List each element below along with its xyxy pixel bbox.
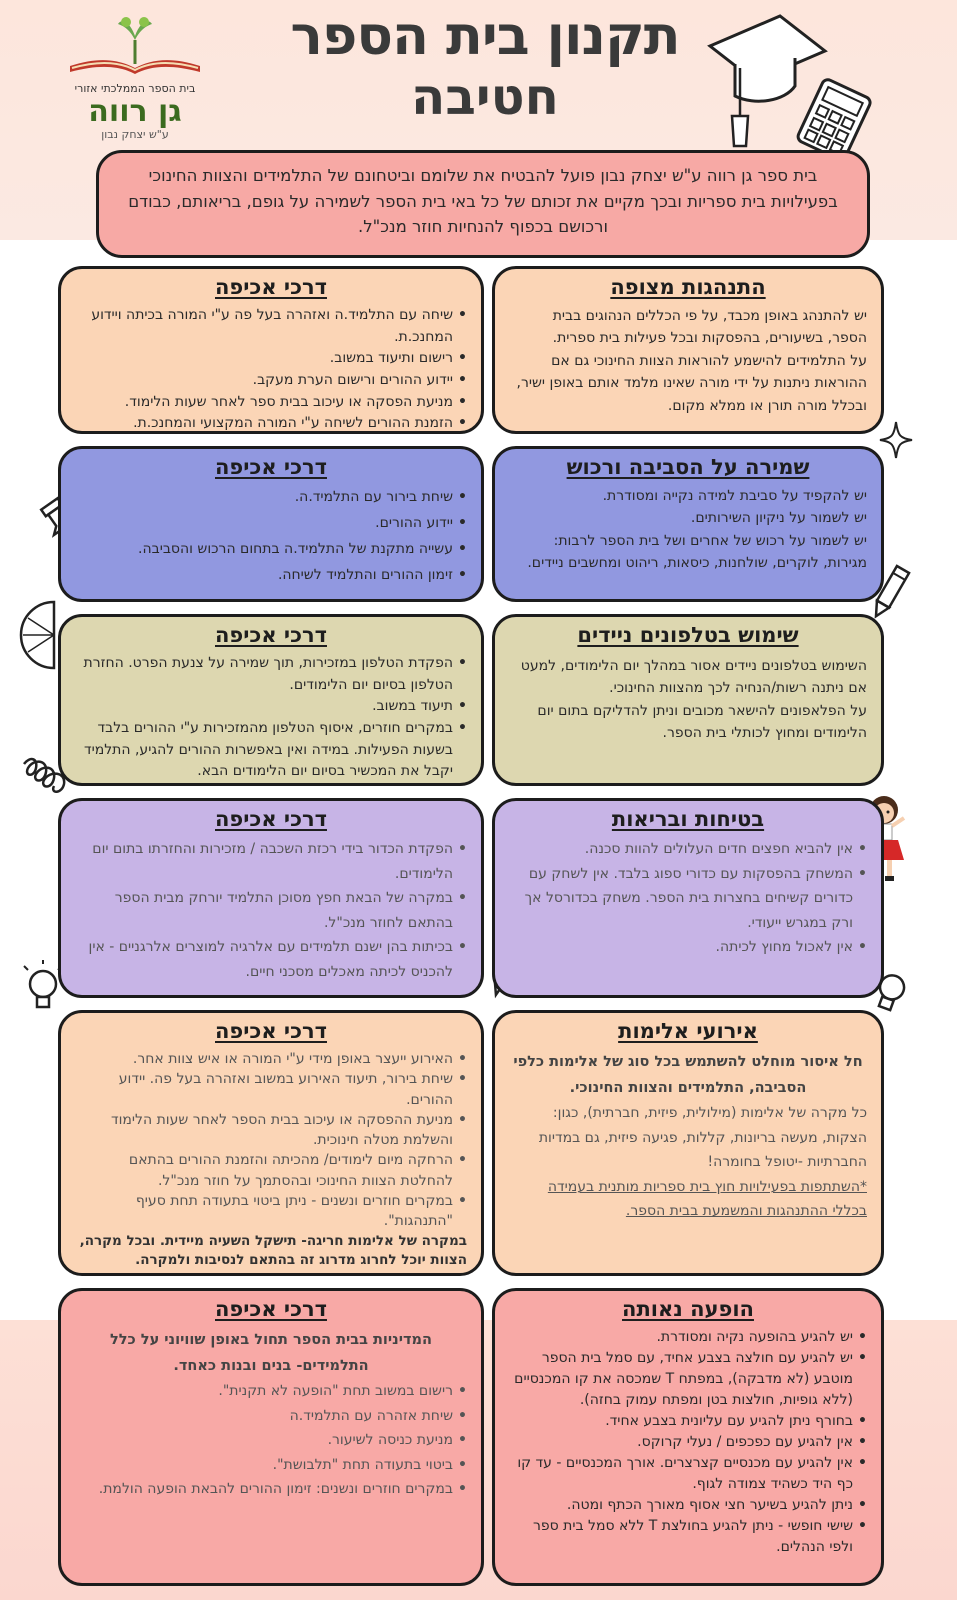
- section-title: בטיחות ובריאות: [611, 807, 765, 831]
- list-item: • רישום במשוב תחת "הופעה לא תקנית".: [75, 1379, 467, 1404]
- section-text: יש לשמור על ניקיון השירותים.: [690, 510, 867, 527]
- list-item: • בחורף ניתן להגיע עם עליונית בצבע אחיד.: [509, 1411, 867, 1432]
- section-text: יש לשמור על רכוש של אחרים ושל בית הספר לרבות: מגירות, לוקרים, שולחנות, כיסאות, ריהוט ומחשבים ניידים.: [527, 532, 867, 572]
- section-note: *השתתפות בפעילויות חוץ בית ספריות מותנית בעמידה בכללי ההתנהגות והמשמעת בבית הספר.: [547, 1178, 867, 1220]
- section-title: דרכי אכיפה: [215, 1019, 327, 1043]
- list-item: • הפקדת הטלפון במזכירות, תוך שמירה על צנעת הפרט. החזרת הטלפון בסיום יום הלימודים.: [75, 653, 467, 696]
- list-item: • במקרים חוזרים ונשנים: זימון ההורים להבאת הופעה הולמת.: [75, 1477, 467, 1502]
- list-item: • זימון ההורים והתלמיד לשיחה.: [75, 563, 467, 589]
- section-title: דרכי אכיפה: [215, 807, 327, 831]
- list-item: • תיעוד במשוב.: [75, 696, 467, 718]
- list-item: • במקרים חוזרים ונשנים - ניתן ביטוי בתעודה תחת סעיף "התנהגות".: [75, 1191, 467, 1232]
- section-violence-enforcement: [58, 1010, 484, 1276]
- list-item: • אין להגיע עם כפכפים / נעלי קרוקס.: [509, 1432, 867, 1453]
- list-item: • במקרים חוזרים, איסוף הטלפון מהמזכירות ע"י ההורים בלבד בשעות הפעילות. במידה ואין באפשרות ההורים להגיע, התלמיד יקבל את המכשיר בסיום יום הלימודים הבא.: [75, 718, 467, 783]
- list-item: • במקרה של הבאת חפץ מסוכן התלמיד יורחק מבית הספר בהתאם לחוזר מנכ"ל.: [75, 886, 467, 935]
- title-line-2: חטיבה: [411, 67, 559, 126]
- list-item: • מניעת הפסקה או עיכוב בבית ספר לאחר שעות הלימוד.: [75, 392, 467, 414]
- list-item: • המשחק בהפסקות עם כדורי ספוג בלבד. אין לשחק עם כדורים קשיחים בחצרות בית הספר. משחק בכדורסל אך ורק במגרש ייעודי.: [509, 862, 867, 936]
- page-title: [250, 4, 720, 126]
- list-item: • אין להביא חפצים חדים העלולים להוות סכנה.: [509, 837, 867, 862]
- list-item: • האירוע ייעצר באופן מידי ע"י המורה או איש צוות אחר.: [75, 1049, 467, 1069]
- section-title: דרכי אכיפה: [215, 623, 327, 647]
- logo-school-type: בית הספר הממלכתי אזורי: [74, 82, 196, 95]
- list-item: • מניעת כניסה לשיעור.: [75, 1428, 467, 1453]
- list-item: • מניעת ההפסקה או עיכוב בבית הספר לאחר שעות הלימוד והשלמת מטלה חינוכית.: [75, 1110, 467, 1151]
- section-title: הופעה נאותה: [622, 1297, 754, 1321]
- list-item: • אין לאכול מחוץ לכיתה.: [509, 935, 867, 960]
- list-item: • הפקדת הכדור בידי רכזת השכבה / מזכירות והחזרתו בתום יום הלימודים.: [75, 837, 467, 886]
- intro-statement: בית ספר גן רווה ע"ש יצחק נבון פועל להבטיח את שלומם וביטחונם של התלמידים והצוות החינוכי בפעילויות בית ספריות ובכך מקיים את זכותם של כל באי בית הספר לשמירה על גופם, בריאותם, כבודם ורכושם בכפוף להנחיות חוזר מנכ"ל.: [96, 150, 870, 258]
- section-text: על הפלאפונים להישאר מכובים וניתן להדליקם בתום יום הלימודים ומחוץ לכותלי בית הספר.: [537, 702, 867, 742]
- list-item: • שיחת בירור, תיעוד האירוע במשוב ואזהרה בעל פה. יידוע ההורים.: [75, 1069, 467, 1110]
- section-title: דרכי אכיפה: [215, 1297, 327, 1321]
- section-title: אירועי אלימות: [618, 1019, 758, 1043]
- list-item: • יש להגיע בהופעה נקיה ומסודרת.: [509, 1327, 867, 1348]
- logo-school-name: גן רווה: [88, 94, 182, 129]
- sparkle-icon: [878, 420, 914, 460]
- section-text: יש להקפיד על סביבת למידה נקייה ומסודרת.: [602, 488, 867, 504]
- list-item: • שיחת בירור עם התלמיד.ה.: [75, 485, 467, 511]
- list-item: • יש להגיע עם חולצה בצבע אחיד, עם סמל בית הספר מוטבע (לא מדבקה), במפתח T שמכסה את קו המכנסיים (ללא גופיות, חולצות בטן ומפתח עמוק בחזה).: [509, 1348, 867, 1411]
- list-item: • שיחת אזהרה עם התלמיד.ה: [75, 1404, 467, 1429]
- open-book-logo-icon: [60, 14, 210, 80]
- section-environment-property: [492, 446, 884, 602]
- list-item: • הרחקה מיום לימודים/ מהכיתה והזמנת ההורים בהתאם להחלטת הצוות החינוכי ובהסתמך על חוזר מנכ"ל.: [75, 1150, 467, 1191]
- title-line-1: תקנון בית הספר: [290, 4, 680, 67]
- section-mobile-phones: [492, 614, 884, 786]
- section-title: דרכי אכיפה: [215, 275, 327, 299]
- section-appropriate-appearance: [492, 1288, 884, 1586]
- section-text: כל מקרה של אלימות (מילולית, פיזית, חברתית), כגון: הצקות, מעשה בריונות, קללות, פגיעה פיזית, גם במדיות החברתיות -יטופל בחומרה!: [538, 1105, 867, 1171]
- section-behavior-enforcement: [58, 266, 484, 434]
- list-item: • יידוע ההורים ורישום הערת מעקב.: [75, 370, 467, 392]
- section-safety-enforcement: [58, 798, 484, 998]
- section-note: במקרה של אלימות חריגה- תישקל השעיה מיידית. ובכל מקרה, הצוות יוכל לחרוג מדרוג זה בהתאם לנסיבות ולמקרה.: [79, 1232, 467, 1269]
- section-title: שימוש בטלפונים ניידים: [577, 623, 799, 647]
- list-item: • רישום ותיעוד במשוב.: [75, 348, 467, 370]
- section-strong-statement: חל איסור מוחלט להשתמש בכל סוג של אלימות כלפי הסביבה, התלמידים והצוות החינוכי.: [513, 1054, 863, 1097]
- section-title: שמירה על הסביבה ורכוש: [566, 455, 810, 479]
- section-text: יש להתנהג באופן מכבד, על פי הכללים הנהוגים בבית הספר, בשיעורים, בהפסקות ובכל פעילות בית ספרית.: [552, 308, 867, 347]
- list-item: • ניתן להגיע בשיער חצי אסוף מאורך הכתף ומטה.: [509, 1495, 867, 1516]
- list-item: • בכיתות בהן ישנם תלמידים עם אלרגיה למוצרים אלרגניים - אין להכניס לכיתה מאכלים מסכני חיים.: [75, 935, 467, 984]
- section-expected-behavior: [492, 266, 884, 434]
- section-safety-health: [492, 798, 884, 998]
- school-logo: [50, 14, 220, 141]
- list-item: • ביטוי בתעודה תחת "תלבושת".: [75, 1453, 467, 1478]
- section-text: השימוש בטלפונים ניידים אסור במהלך יום הלימודים, למעט אם ניתנה רשות/הנחיה לכך מהצוות החינוכי.: [520, 658, 867, 697]
- list-item: • הזמנת ההורים לשיחה ע"י המורה המקצועי והמחנכ.ת.: [75, 413, 467, 434]
- section-title: דרכי אכיפה: [215, 455, 327, 479]
- list-item: • יידוע ההורים.: [75, 511, 467, 537]
- section-appearance-enforcement: [58, 1288, 484, 1586]
- list-item: • שישי חופשי - ניתן להגיע בחולצת T ללא סמל בית ספר ולפי הנהלים.: [509, 1516, 867, 1558]
- section-phones-enforcement: [58, 614, 484, 786]
- list-item: • אין להגיע עם מכנסיים קצרצרים. אורך המכנסיים - עד קו כף היד כשהיד צמודה לגוף.: [509, 1453, 867, 1495]
- section-title: התנהגות מצופה: [610, 275, 766, 299]
- logo-school-subtitle: ע"ש יצחק נבון: [101, 128, 169, 141]
- list-item: • שיחה עם התלמיד.ה ואזהרה בעל פה ע"י המורה בכיתה ויידוע המחנכ.ת.: [75, 305, 467, 348]
- section-strong-statement: המדיניות בבית הספר תחול באופן שוויוני על כלל התלמידים- בנים ובנות כאחד.: [110, 1332, 432, 1375]
- section-text: על התלמידים להישמע להוראות הצוות החינוכי גם אם ההוראות ניתנות על ידי מורה שאינו מלמד אותם באופן ישיר, ובכלל מורה תורן או ממלא מקום.: [516, 352, 867, 414]
- section-violence-events: [492, 1010, 884, 1276]
- list-item: • עשייה מתקנת של התלמיד.ה בתחום הרכוש והסביבה.: [75, 537, 467, 563]
- section-environment-enforcement: [58, 446, 484, 602]
